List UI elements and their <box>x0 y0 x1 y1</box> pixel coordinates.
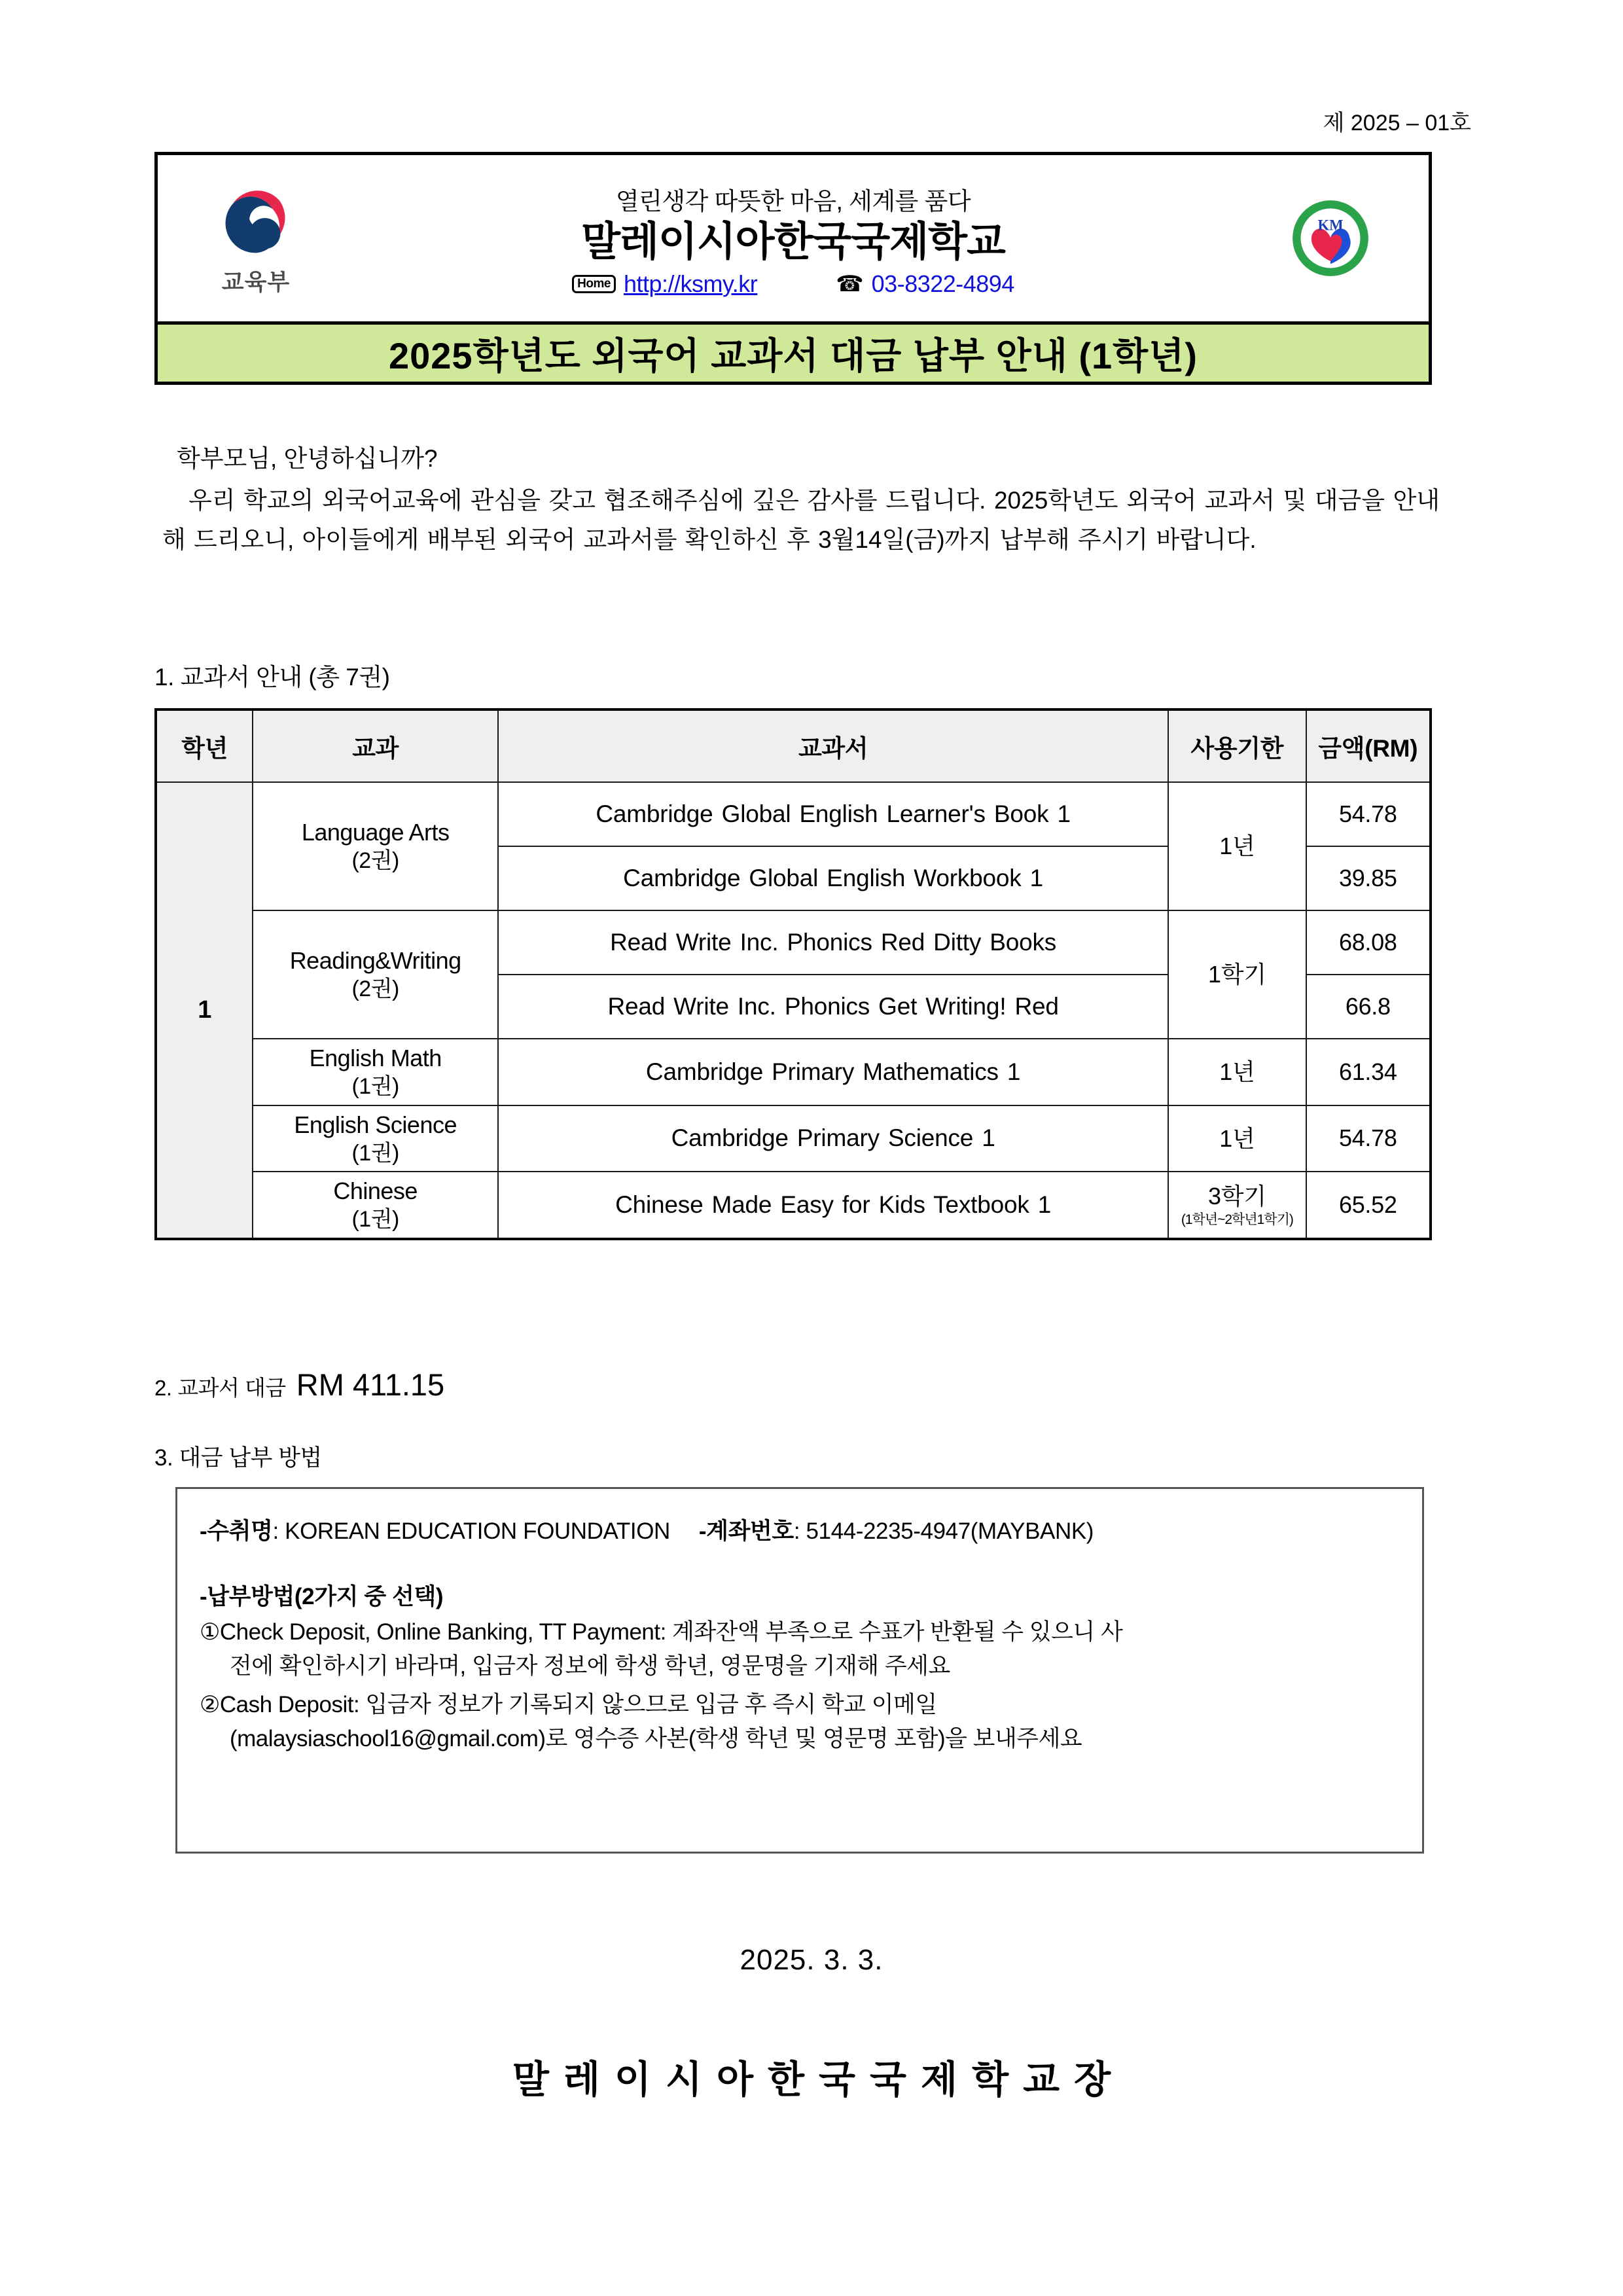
document-title: 2025학년도 외국어 교과서 대금 납부 안내 (1학년) <box>388 334 1198 376</box>
table-row <box>156 1172 1431 1239</box>
textbook-title: Cambridge Global English Learner's Book 1 <box>498 782 1168 846</box>
total-amount-label: 2. 교과서 대금 <box>154 1376 286 1400</box>
col-header-grade: 학년 <box>156 709 253 782</box>
subject-cell <box>253 782 498 910</box>
school-slogan: 열린생각 따뜻한 마음, 세계를 품다 <box>615 188 971 215</box>
usage-term <box>1168 1172 1306 1239</box>
usage-term: 1년 <box>1168 782 1306 910</box>
table-row <box>156 1039 1431 1105</box>
table-row <box>156 910 1431 975</box>
account-value: : 5144-2235-4947(MAYBANK) <box>793 1518 1094 1544</box>
subject-name: Reading&Writing <box>289 947 461 975</box>
textbook-table <box>154 708 1432 1240</box>
col-header-textbook: 교과서 <box>498 709 1168 782</box>
textbook-title: Cambridge Primary Mathematics 1 <box>498 1039 1168 1105</box>
document-number: 제 2025 – 01호 <box>1323 111 1471 135</box>
subject-book-count: (1권) <box>351 1207 399 1232</box>
section-2-total <box>154 1367 444 1403</box>
payee-value: : KOREAN EDUCATION FOUNDATION <box>272 1518 670 1544</box>
usage-term: 1년 <box>1168 1105 1306 1172</box>
payment-method-2 <box>200 1688 1400 1757</box>
account-label: -계좌번호 <box>698 1518 794 1544</box>
letterhead <box>154 152 1432 325</box>
payee-label: -수취명 <box>200 1518 273 1544</box>
price-value: 65.52 <box>1306 1172 1431 1239</box>
textbook-title: Cambridge Global English Workbook 1 <box>498 846 1168 910</box>
school-name: 말레이시아한국국제학교 <box>581 219 1005 265</box>
section-3-heading: 3. 대금 납부 방법 <box>154 1445 322 1471</box>
usage-term: 1년 <box>1168 1039 1306 1105</box>
svg-text:KM: KM <box>1317 217 1344 234</box>
table-header-row <box>156 709 1431 782</box>
total-amount-value: RM 411.15 <box>296 1367 445 1402</box>
school-emblem-block <box>1232 155 1429 321</box>
website-contact[interactable] <box>572 270 757 298</box>
subject-name: Chinese <box>333 1177 418 1204</box>
letterhead-center <box>354 155 1232 321</box>
col-header-term: 사용기한 <box>1168 709 1306 782</box>
contact-row <box>572 270 1014 298</box>
telephone-icon: ☎ <box>836 271 864 296</box>
school-phone-number: 03-8322-4894 <box>871 270 1014 297</box>
main-paragraph: 우리 학교의 외국어교육에 관심을 갖고 협조해주심에 깊은 감사를 드립니다. 2025학년도 외국어 교과서 및 대금을 안내해 드리오니, 아이들에게 배부된 외국어 교과서를 확인하신 후 3월14일(금)까지 납부해 주시기 바랍니다. <box>162 487 1440 554</box>
payment-method-1-line2: 전에 확인하시기 바라며, 입금자 정보에 학생 학년, 영문명을 기재해 주세요 <box>230 1653 950 1679</box>
col-header-price: 금액(RM) <box>1306 709 1431 782</box>
usage-term-main: 3학기 <box>1208 1182 1266 1210</box>
price-value: 61.34 <box>1306 1039 1431 1105</box>
grade-value: 1 <box>156 782 253 1239</box>
phone-contact <box>836 270 1014 298</box>
price-value: 54.78 <box>1306 782 1431 846</box>
payee-line <box>200 1515 1400 1549</box>
subject-name: English Science <box>294 1111 457 1138</box>
body-text <box>162 440 1440 560</box>
table-row <box>156 1105 1431 1172</box>
subject-cell <box>253 1172 498 1239</box>
payment-method-2-line2: (malaysiaschool16@gmail.com)로 영수증 사본(학생 학년 및 영문명 포함)을 보내주세요 <box>230 1726 1082 1752</box>
subject-book-count: (1권) <box>351 1140 399 1166</box>
payment-method-title: -납부방법(2가지 중 선택) <box>200 1583 444 1609</box>
ministry-logo-block <box>158 155 354 321</box>
col-header-subject: 교과 <box>253 709 498 782</box>
usage-term: 1학기 <box>1168 910 1306 1039</box>
home-icon: Home <box>572 275 616 293</box>
subject-cell <box>253 1039 498 1105</box>
school-emblem-icon <box>1290 198 1371 279</box>
subject-name: Language Arts <box>301 819 450 846</box>
greeting-paragraph: 학부모님, 안녕하십니까? <box>177 445 438 472</box>
textbook-title: Chinese Made Easy for Kids Textbook 1 <box>498 1172 1168 1239</box>
textbook-title: Read Write Inc. Phonics Red Ditty Books <box>498 910 1168 975</box>
school-website-link[interactable]: http://ksmy.kr <box>623 270 758 297</box>
price-value: 39.85 <box>1306 846 1431 910</box>
subject-cell <box>253 1105 498 1172</box>
title-banner <box>154 325 1432 385</box>
payment-method-1-line1: ①Check Deposit, Online Banking, TT Payment: 계좌잔액 부족으로 수표가 반환될 수 있으니 사 <box>200 1619 1123 1645</box>
section-1-heading: 1. 교과서 안내 (총 7권) <box>154 664 390 691</box>
subject-book-count: (2권) <box>351 977 399 1002</box>
price-value: 66.8 <box>1306 975 1431 1039</box>
textbook-title: Read Write Inc. Phonics Get Writing! Red <box>498 975 1168 1039</box>
price-value: 68.08 <box>1306 910 1431 975</box>
ministry-logo-label: 교육부 <box>221 270 291 295</box>
textbook-title: Cambridge Primary Science 1 <box>498 1105 1168 1172</box>
usage-term-note: (1학년~2학년1학기) <box>1181 1211 1293 1227</box>
subject-book-count: (1권) <box>351 1074 399 1099</box>
payment-method-2-line1: ②Cash Deposit: 입금자 정보가 기록되지 않으므로 입금 후 즉시 학교 이메일 <box>200 1691 937 1717</box>
ministry-of-education-taegeuk-icon <box>217 183 294 260</box>
issue-date: 2025. 3. 3. <box>740 1944 883 1976</box>
subject-cell <box>253 910 498 1039</box>
subject-name: English Math <box>309 1045 442 1071</box>
signature-line: 말레이시아한국국제학교장 <box>512 2058 1126 2101</box>
payment-info-box <box>175 1487 1424 1854</box>
price-value: 54.78 <box>1306 1105 1431 1172</box>
payment-method-1 <box>200 1615 1400 1684</box>
table-row <box>156 782 1431 846</box>
subject-book-count: (2권) <box>351 848 399 874</box>
